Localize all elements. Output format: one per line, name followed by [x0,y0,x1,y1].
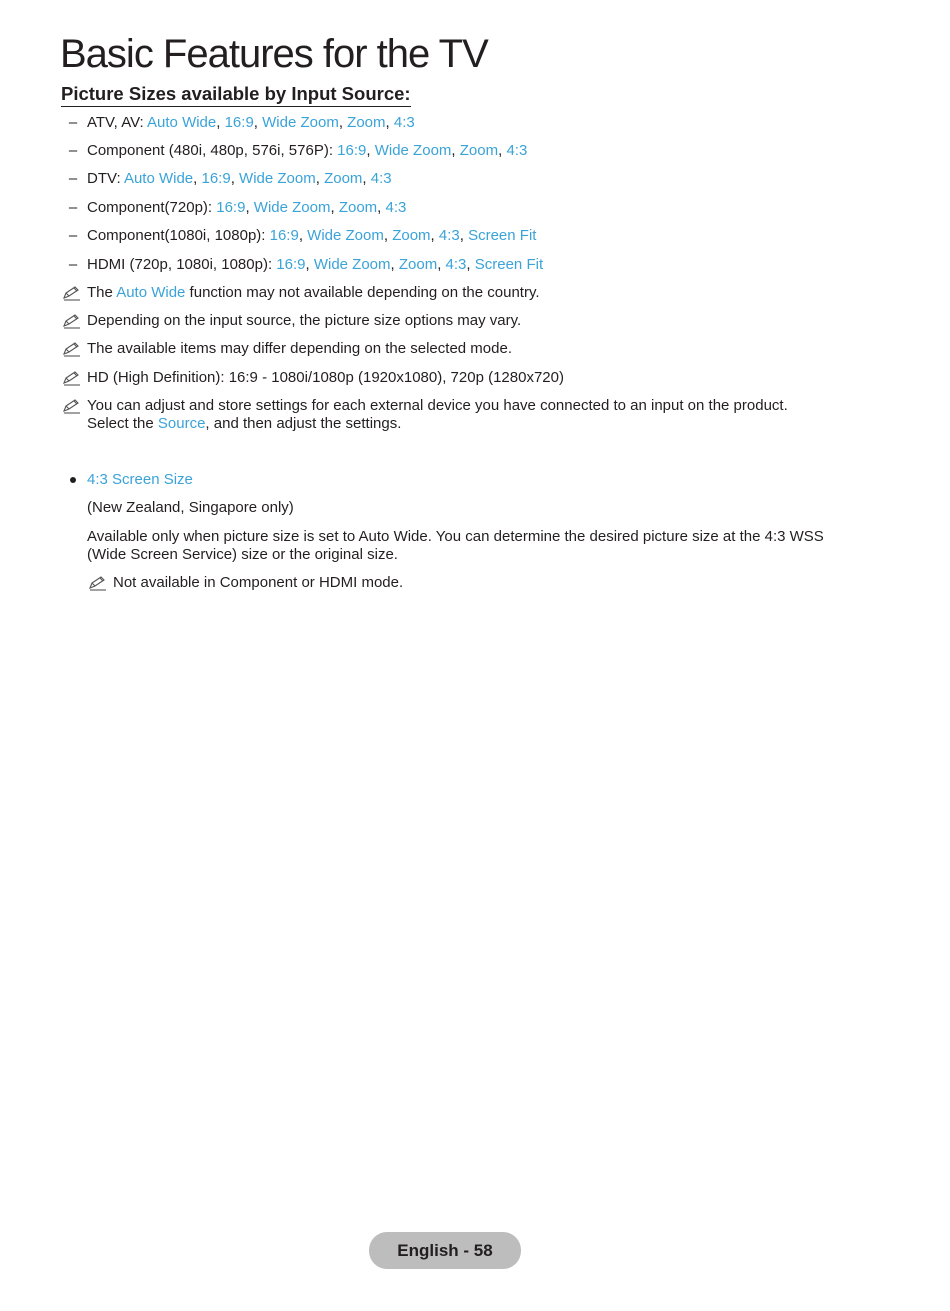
dash-marker: – [68,199,78,216]
picture-size-option: 16:9 [269,227,299,244]
source-row-text [87,256,830,274]
source-row-component-1080 [62,227,830,245]
screen-size-title: 4:3 Screen Size [87,471,193,488]
note-input-source [62,312,830,330]
source-row-text [87,142,830,160]
pencil-note-icon [62,397,84,414]
screen-size-region [62,499,830,517]
picture-size-option: 4:3 [438,227,460,244]
note-hd-definition [62,369,830,387]
dash-marker: – [68,170,78,187]
pencil-note-icon [62,312,84,329]
separator: , [437,256,446,273]
separator: , [498,142,507,159]
note-auto-wide [62,284,830,302]
dash-marker: – [68,227,78,244]
picture-size-option: Wide Zoom [253,199,331,216]
note-text: Not available in Component or HDMI mode. [113,574,404,591]
picture-size-option: Zoom [324,170,363,187]
separator: , [330,199,339,216]
source-row-text [87,227,830,245]
separator: , [315,170,325,187]
section-heading: Picture Sizes available by Input Source: [61,82,411,107]
picture-size-option: Auto Wide [147,114,217,131]
separator: , [451,142,460,159]
picture-size-option: Screen Fit [474,256,544,273]
pencil-note-icon [62,284,84,301]
screen-size-item [62,471,830,489]
source-row-text [87,170,830,188]
dash-marker: – [68,114,78,131]
picture-size-option: 4:3 [445,256,467,273]
source-label: DTV: [87,170,124,187]
dash-marker: – [68,256,78,273]
picture-size-option: Zoom [338,199,378,216]
picture-size-option: 4:3 [506,142,528,159]
picture-size-option: Zoom [398,256,438,273]
source-row-dtv [62,170,830,188]
separator: , [466,256,475,273]
separator: , [230,170,240,187]
separator: , [383,227,393,244]
note-text: The Auto Wide function may not available depending on the country. [87,284,540,301]
picture-size-option: 16:9 [224,114,254,131]
picture-size-option: 16:9 [216,199,246,216]
picture-size-option: Zoom [347,114,386,131]
note-store-settings [62,397,830,433]
source-label: HDMI (720p, 1080i, 1080p): [87,256,277,273]
pencil-note-icon [88,574,110,591]
picture-size-option: Screen Fit [468,227,537,244]
separator: , [459,227,469,244]
picture-size-option: 16:9 [337,142,367,159]
source-row-text [87,114,830,132]
source-row-component-720p [62,199,830,217]
page-number-badge: English - 58 [369,1232,521,1269]
source-label: Component(1080i, 1080p): [87,227,270,244]
description-text: Available only when picture size is set to Auto Wide. You can determine the desired picture size at the 4:3 WSS (Wide Screen Service) size or the original size. [87,528,824,563]
picture-size-option: 4:3 [393,114,415,131]
source-row-component-sd [62,142,830,160]
page-title: Basic Features for the TV [60,32,488,76]
note-available-items [62,340,830,358]
picture-size-option: Wide Zoom [374,142,452,159]
separator: , [338,114,348,131]
source-row-hdmi [62,256,830,274]
separator: , [366,142,375,159]
picture-size-option: Wide Zoom [313,256,391,273]
separator: , [305,256,314,273]
separator: , [377,199,386,216]
region-text: (New Zealand, Singapore only) [87,499,294,516]
source-label: Component (480i, 480p, 576i, 576P): [87,142,338,159]
picture-size-option: Auto Wide [123,170,194,187]
source-row-atv-av [62,114,830,132]
separator: , [245,199,254,216]
separator: , [216,114,225,131]
highlight-auto-wide: Auto Wide [116,284,186,301]
separator: , [193,170,202,187]
bullet-dot-icon [70,477,76,483]
separator: , [430,227,439,244]
picture-size-option: Zoom [392,227,431,244]
separator: , [253,114,263,131]
picture-size-option: Wide Zoom [307,227,384,244]
picture-size-option: 16:9 [276,256,306,273]
pencil-note-icon [62,340,84,357]
picture-size-option: 4:3 [370,170,392,187]
note-text: You can adjust and store settings for each external device you have connected to an input on the product. Select the Source, and then adjust the settings. [87,397,788,432]
picture-size-option: 4:3 [385,199,407,216]
source-row-text [87,199,830,217]
pencil-note-icon [62,369,84,386]
separator: , [390,256,399,273]
picture-size-option: 16:9 [201,170,231,187]
dash-marker: – [68,142,78,159]
screen-size-note [88,574,830,592]
separator: , [385,114,394,131]
highlight-source: Source [157,415,206,432]
picture-size-option: Wide Zoom [262,114,339,131]
note-text: HD (High Definition): 16:9 - 1080i/1080p (1920x1080), 720p (1280x720) [87,369,564,386]
separator: , [298,227,308,244]
picture-size-option: Wide Zoom [239,170,316,187]
note-text: Depending on the input source, the picture size options may vary. [87,312,522,329]
source-label: ATV, AV: [87,114,148,131]
note-text: The available items may differ depending on the selected mode. [87,340,512,357]
picture-size-option: Zoom [459,142,499,159]
screen-size-description [62,528,830,564]
separator: , [362,170,371,187]
source-label: Component(720p): [87,199,217,216]
